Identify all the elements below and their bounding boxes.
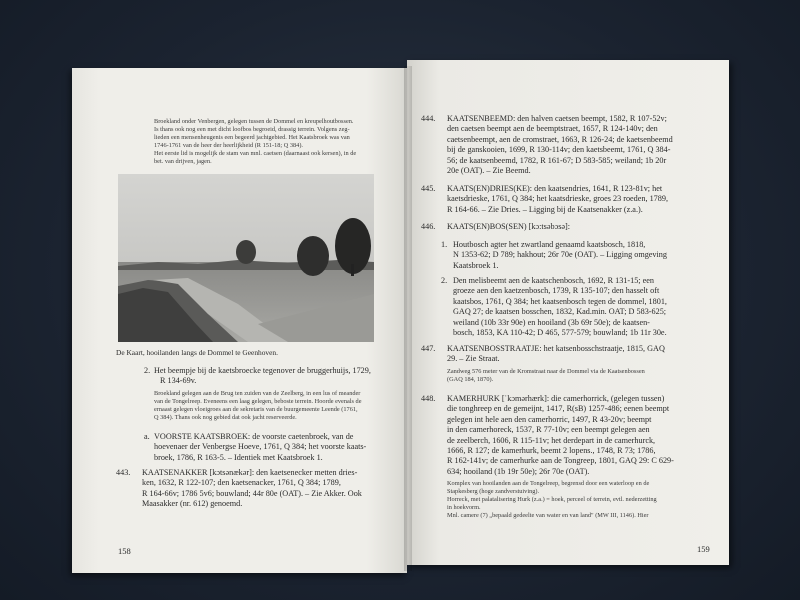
- entry-2-text: [154, 366, 394, 387]
- landscape-photo: [118, 174, 374, 342]
- note-line: Broekland gelegen aan de Brug ten zuiden van de Zeelberg, in een lus of meander: [154, 390, 361, 397]
- entry-447-text: [447, 344, 709, 365]
- entry-number: 446.: [421, 222, 436, 231]
- entry-line: KAATSENAKKER [kɔtsənækər]: den kaetsenecker metten dries-: [142, 468, 358, 477]
- entry-444-text: [447, 114, 709, 176]
- entry-number: a.: [144, 432, 150, 441]
- entry-number: 443.: [116, 468, 131, 477]
- entry-line: broek, 1786, R 163-5. – Identiek met Kaatsbroek 1.: [154, 452, 323, 462]
- entry-line: Houtbosch agter het zwartland genaamd kaatsbosch, 1818,: [453, 240, 646, 249]
- note-line: (GAQ 184, 1870).: [447, 376, 494, 383]
- note-line: ernaast gelegen vloeigroes aan de sekretaris van de buurgemeente Leende (1761,: [154, 406, 358, 413]
- page-number: 158: [118, 546, 131, 556]
- note-2: [154, 390, 394, 422]
- entry-line: groeze aen den kaetzenbosch, 1739, R 135-107; den hasselt oft: [453, 286, 660, 296]
- entry-number: 2.: [144, 366, 151, 375]
- entry-line: GAQ 27; de kaatsen bosschen, 1832, Kad.min. OAT; D 583-625;: [453, 307, 667, 317]
- entry-line: kaetsdrieske, 1761, Q 384; het kaatsdrieske, groes 23 roeden, 1789,: [447, 194, 669, 204]
- right-page: [407, 60, 729, 565]
- note-line: Horreck, met palatalisering Hurk (z.a.) = hoek, perceel of terrein, evtl. nederzetting: [447, 496, 657, 503]
- entry-line: weiland (10b 33r 90e) en hooiland (3b 69r 50e); de kaatsen-: [453, 317, 650, 327]
- entry-line: 634; hooiland (1b 19r 50e); 26r 70e (OAT).: [447, 466, 590, 476]
- entry-line: Het beempje bij de kaetsbroecke tegenover de bruggerhuijs, 1729,: [154, 366, 371, 375]
- note-448: [447, 480, 709, 520]
- entry-line: caetsenbeempt, aen de cromstraet, 1663, R 126-24; de kaetsenbeemd: [447, 134, 673, 144]
- entry-number: 1.: [441, 240, 448, 249]
- entry-number: 448.: [421, 394, 436, 403]
- entry-line: gelegen int hele aen den camerhorric, 1497, R 43-20v; beempt: [447, 414, 652, 424]
- entry-446-item-2: [453, 276, 709, 338]
- entry-line: Kaatsbroek 1.: [453, 260, 499, 270]
- entry-line: die tonghreep en de gemeijnt, 1417, R(sB) 1257-486; eenen beempt: [447, 404, 670, 414]
- entry-line: VOORSTE KAATSBROEK: de voorste caetenbroek, van de: [154, 432, 354, 441]
- intro-line: Broekland onder Venbergen, gelegen tussen de Dommel en kreupelhoutbossen.: [154, 118, 354, 125]
- entry-line: R 164-66. – Zie Dries. – Ligging bij de Kaatsenakker (z.a.).: [447, 204, 643, 214]
- entry-line: KAATS(EN)DRIES(KE): den kaatsendries, 1641, R 123-81v; het: [447, 184, 663, 193]
- intro-line: 1746-1761 van de heer der heerlijkheid (R 151-18; Q 384).: [154, 142, 303, 149]
- open-book: [72, 60, 732, 575]
- entry-line: R 162-141v; de camerhurke aan de Tongreep, 1801, GAQ 29: C 629-: [447, 456, 674, 466]
- entry-446-head: KAATS(EN)BOS(SEN) [kɔ:tsəbɔsə]:: [447, 222, 571, 231]
- entry-line: in den camerhoreck, 1537, R 77-10v; een beempt gelegen aen: [447, 425, 650, 435]
- entry-line: KAMERHURK [ˈkɔmərhærk]: die camerhorrick, (gelegen tussen): [447, 394, 665, 403]
- entry-a-text: [154, 432, 394, 463]
- entry-line: KAATSENBEEMD: den halven caetsen beempt, 1582, R 107-52v;: [447, 114, 667, 123]
- entry-number: 444.: [421, 114, 436, 123]
- note-line: Q 384). Thans ook nog gebied dat ook jacht reserveerde.: [154, 414, 297, 421]
- entry-line: 20e (OAT). – Zie Beemd.: [447, 166, 531, 176]
- note-447: [447, 368, 709, 384]
- entry-line: R 134-69v.: [160, 376, 197, 386]
- entry-line: bosch, 1853, KA 110-42; D 465, 577-579; bouwland; 1b 11r 30e.: [453, 328, 667, 338]
- intro-paragraph: [154, 118, 384, 166]
- intro-line: lieden een mensenheugenis een begeerd jachtgebied. Het Kaatsbroek was van: [154, 134, 350, 141]
- entry-line: 56; de kaatsenbeemd, 1782, R 161-67; D 583-585; weiland; 1b 20r: [447, 155, 667, 165]
- entry-line: KAATSENBOSSTRAATJE: het katsenbosschstraatje, 1815, GAQ: [447, 344, 665, 353]
- entry-line: ken, 1632, R 122-107; den kaetsenacker, 1761, Q 384; 1789,: [142, 478, 341, 488]
- entry-446-item-1: [453, 240, 709, 271]
- photo-caption: De Kaart, hooilanden langs de Dommel te Geenhoven.: [116, 348, 278, 357]
- entry-number: 2.: [441, 276, 448, 285]
- entry-line: den caetsen beempt aen de beemptstraet, 1657, R 124-140v; den: [447, 124, 658, 134]
- page-number: 159: [697, 544, 710, 554]
- entry-number: 445.: [421, 184, 436, 193]
- entry-line: Maasakker (nr. 612) genoemd.: [142, 499, 243, 509]
- entry-line: N 1353-62; D 789; hakhout; 26r 70e (OAT). – Ligging omgeving: [453, 250, 667, 260]
- intro-line: Is thans ook nog een met dicht loofbos begroeid, drassig terrein. Volgens zeg-: [154, 126, 350, 133]
- entry-line: Den melisbeemt aen de kaatschenbosch, 1692, R 131-15; een: [453, 276, 654, 285]
- note-line: Stapkesberg (hoge zandverstuiving).: [447, 488, 540, 495]
- entry-line: kaatsbos, 1761, Q 384; het kaatsenbosch tegen de dommel, 1801,: [453, 296, 667, 306]
- note-line: in hoekvorm.: [447, 504, 481, 511]
- note-line: Mnl. camere (7) „bepaald gedeelte van water en van land" (MW III, 1146). Hier: [447, 512, 649, 519]
- entry-line: 29. – Zie Straat.: [447, 354, 500, 364]
- entry-448-text: [447, 394, 709, 477]
- entry-line: 1666, R 127; de kamerhurk, beemt 2 lopens., 1748, R 73; 1786,: [447, 446, 656, 456]
- entry-445-text: [447, 184, 709, 215]
- intro-line: bet. van drijven, jagen.: [154, 158, 212, 165]
- note-line: van de Tongelreep. Eveneens een laag gelegen, beboste terrein. Hoorde evenals de: [154, 398, 362, 405]
- entry-line: de zeelberch, 1606, R 115-11v; het derdepart in de camerhurck,: [447, 435, 656, 445]
- entry-line: R 164-66v; 1786 5v6; bouwland; 44r 80e (OAT). – Zie Akker. Ook: [142, 488, 362, 498]
- entry-line: hoevenaer der Venbergse Hoeve, 1761, Q 384; het voorste kaats-: [154, 442, 367, 452]
- book-spine: [404, 66, 412, 571]
- entry-line: bij de ganskooien, 1699, R 130-114v; den kaetsbeemt, 1761, Q 384-: [447, 145, 671, 155]
- entry-443-text: [142, 468, 398, 510]
- left-page: [72, 68, 407, 573]
- entry-number: 447.: [421, 344, 436, 353]
- intro-line: Het eerste lid is mogelijk de stam van mnl. caetsen (daarnaast ook kersen), in de: [154, 150, 357, 157]
- note-line: Komplex van hooilanden aan de Tongelreep, begrensd door een waterloop en de: [447, 480, 650, 487]
- note-line: Zandweg 576 meter van de Kromstraat naar de Dommel via de Kaatsenbossen: [447, 368, 645, 375]
